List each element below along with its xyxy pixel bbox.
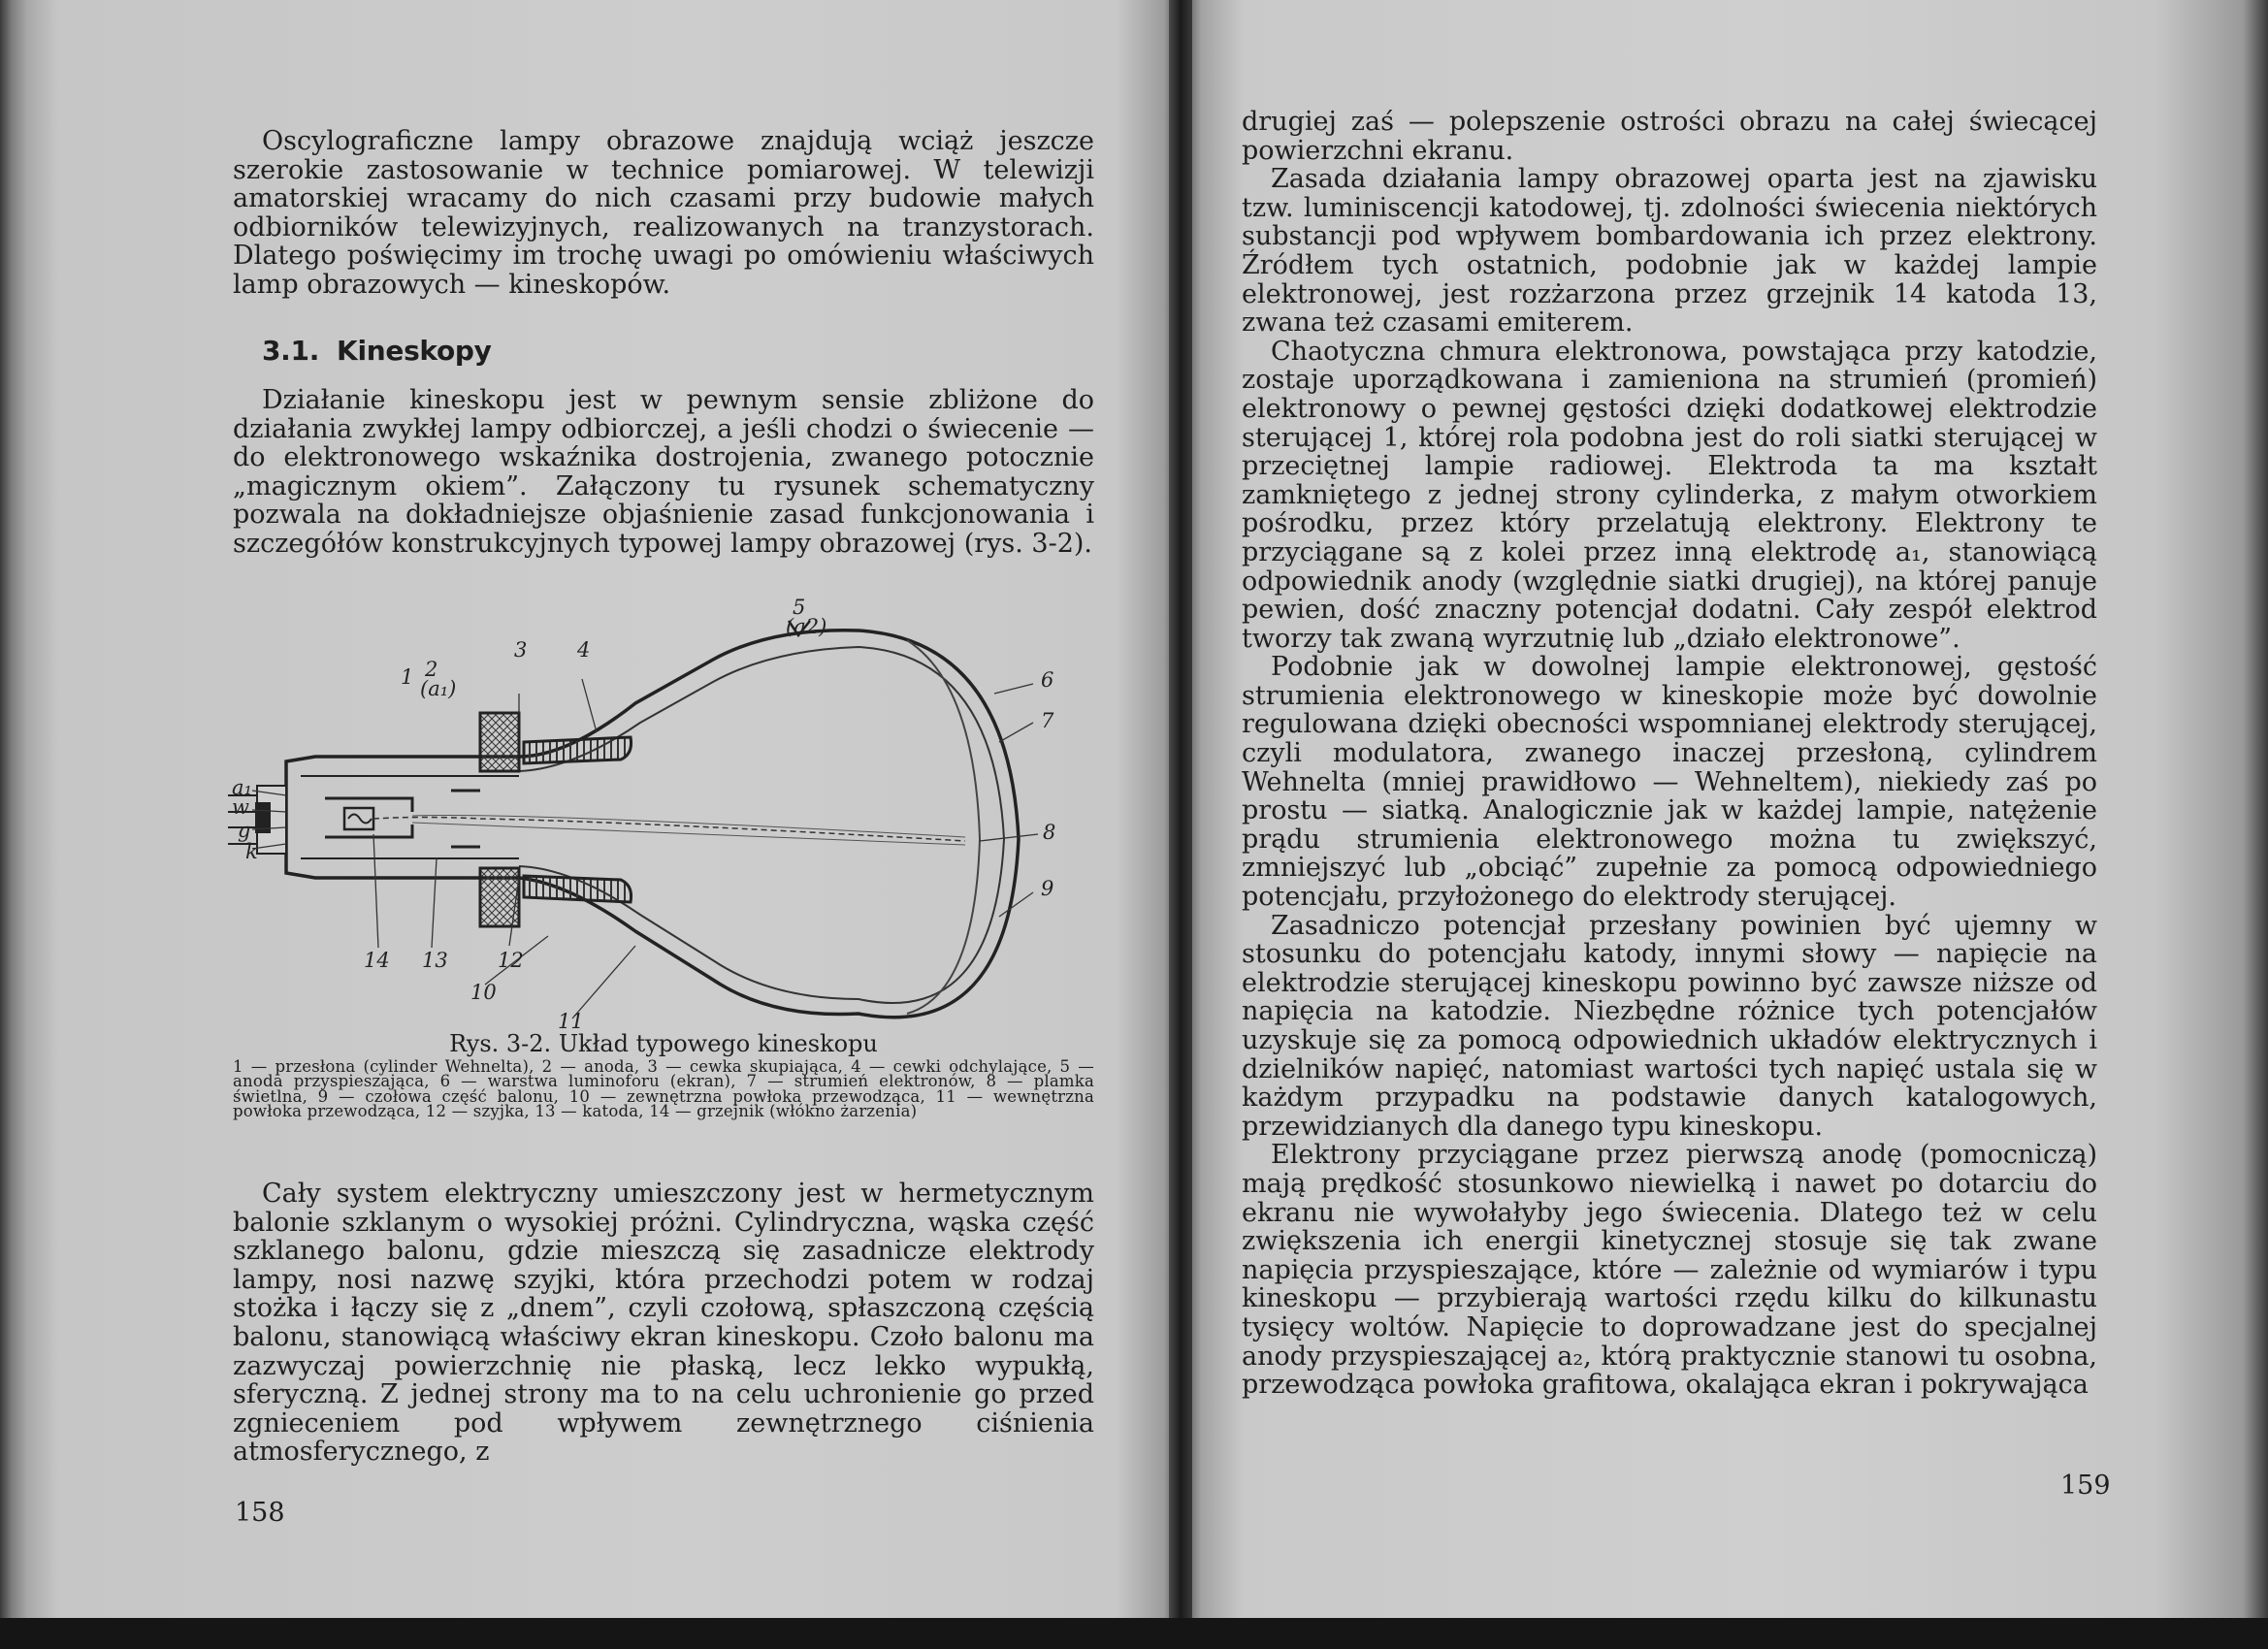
pin-label-g: g	[238, 819, 251, 842]
label-2: 2	[425, 658, 438, 681]
book-gutter	[1169, 0, 1192, 1649]
heater-filament	[348, 815, 372, 824]
label-6: 6	[1041, 668, 1054, 692]
right-paragraph-1: drugiej zaś — polepszenie ostrości obrazu na całej świecącej powierzchni ekranu.	[1242, 107, 2097, 166]
page-number-right: 159	[2060, 1471, 2111, 1501]
figure-caption-legend: 1 — przesłona (cylinder Wehnelta), 2 — anoda, 3 — cewka skupiająca, 4 — cewki odchylające, 5 — anoda przyspieszająca, 6 — warstwa luminoforu (ekran), 7 — strumień elektronów, 8 — plamka świetlna, 9 — czołowa część balonu, 10 — zewnętrzna powłoka przewodząca, 11 — wewnętrzna powłoka przewodząca, 12 — szyjka, 13 — katoda, 14 — grzejnik (włókno żarzenia)	[233, 1057, 1094, 1121]
section-text-block	[233, 386, 1094, 559]
label-1: 1	[401, 665, 414, 689]
label-5a: (a2)	[786, 615, 827, 638]
label-9: 9	[1041, 877, 1054, 900]
right-paragraph-6: Elektrony przyciągane przez pierwszą anodę (pomocniczą) mają prędkość stosunkowo niewielką i nawet po dotarciu do ekranu nie wywołałyby jego świecenia. Dlatego też w celu zwiększenia ich energii kinetycznej stosuje się tak zwane napięcia przyspieszające, które — zależnie od wymiarów i typu kineskopu — przybierają wartości rzędu kilku do kilkunastu tysięcy woltów. Napięcie to doprowadzane jest do specjalnej anody przyspieszającej a₂, którą praktycznie stanowi tu osobna, przewodząca powłoka grafitowa, okalająca ekran i pokrywająca	[1242, 1140, 2097, 1401]
label-7: 7	[1041, 709, 1054, 732]
deflection-coil-top	[524, 737, 632, 763]
figure-caption-title: Rys. 3-2. Układ typowego kineskopu	[449, 1030, 878, 1057]
pin-label-a1: a₁	[232, 776, 252, 799]
label-2a: (a₁)	[420, 677, 457, 700]
electron-beam	[373, 818, 965, 842]
page-number-left: 158	[235, 1498, 285, 1528]
right-paragraph-2: Zasada działania lampy obrazowej oparta jest na zjawisku tzw. luminiscencji katodowej, tj. zdolności świecenia niektórych substancji pod wpływem bombardowania ich przez elektrony. Źródłem tych ostatnich, podobnie jak w każdej lampie elektronowej, jest rozżarzona przez grzejnik 14 katoda 13, zwana też czasami emiterem.	[1242, 164, 2097, 339]
wehnelt-cylinder	[325, 798, 412, 837]
section-paragraph: Działanie kineskopu jest w pewnym sensie zbliżone do działania zwykłej lampy odbiorczej, a jeśli chodzi o świecenie — do elektronowego wskaźnika dostrojenia, zwanego potocznie „magicznym okiem”. Załączony tu rysunek schematyczny pozwala na dokładniejsze objaśnienie zasad funkcjonowania i szczegółów konstrukcyjnych typowej lampy obrazowej (rys. 3-2).	[233, 385, 1094, 559]
left-intro-block	[233, 127, 1094, 300]
right-paragraph-3: Chaotyczna chmura elektronowa, powstająca przy katodzie, zostaje uporządkowana i zamieniona na strumień (promień) elektronowy o pewnej gęstości dzięki dodatkowej elektrodzie sterującej 1, której rola podobna jest do roli siatki sterującej w przeciętnej lampie radiowej. Elektroda ta ma kształt zamkniętego z jednej strony cylinderka, z małym otworkiem pośrodku, przez który przelatują elektrony. Elektrony te przyciągane są z kolei przez inną elektrodę a₁, stanowiącą odpowiednik anody (względnie siatki drugiej), na której panuje pewien, dość znaczny potencjał dodatni. Cały zespół elektrod tworzy tak zwaną wyrzutnię lub „działo elektronowe”.	[1242, 336, 2097, 654]
label-14: 14	[364, 949, 390, 972]
pin-label-w: w	[232, 795, 249, 819]
label-4: 4	[577, 638, 591, 662]
pin-label-k: k	[245, 840, 258, 863]
deflection-coil-bottom	[524, 876, 632, 902]
scan-background	[0, 1618, 2268, 1649]
bottom-paragraph: Cały system elektryczny umieszczony jest w hermetycznym balonie szklanym o wysokiej próżni. Cylindryczna, wąska część szklanego balonu, gdzie mieszczą się zasadnicze elektrody lampy, nosi nazwę szyjki, która przechodzi potem w rodzaj stożka i łączy się z „dnem”, czyli czołową, spłaszczoną częścią balonu, stanowiącą właściwy ekran kineskopu. Czoło balonu ma zazwyczaj powierzchnię nie płaską, lecz lekko wypukłą, sferyczną. Z jednej strony ma to na celu uchronienie go przed zgnieceniem pod wpływem zewnętrznego ciśnienia atmosferycznego, z	[233, 1179, 1094, 1468]
label-3: 3	[514, 638, 528, 662]
section-heading	[262, 335, 509, 367]
neck-inner	[301, 776, 519, 858]
inner-coating	[519, 647, 1004, 1003]
label-11: 11	[558, 1010, 584, 1028]
intro-paragraph: Oscylograficzne lampy obrazowe znajdują wciąż jeszcze szerokie zastosowanie w technice pomiarowej. W telewizji amatorskiej wracamy do nich czasami przy budowie małych odbiorników telewizyjnych, realizowanych na tranzystorach. Dlatego poświęcimy im trochę uwagi po omówieniu właściwych lamp obrazowych — kineskopów.	[233, 126, 1094, 300]
label-5: 5	[793, 596, 806, 619]
right-paragraph-4: Podobnie jak w dowolnej lampie elektronowej, gęstość strumienia elektronowego w kineskopie może być dowolnie regulowana dzięki obecności wspomnianej elektrody sterującej, czyli modulatora, zwanego inaczej przesłoną, cylindrem Wehnelta (mniej prawidłowo — Wehneltem), niekiedy zaś po prostu — siatką. Analogicznie jak w każdej lampie, natężenie prądu strumienia elektronowego można tu zwiększyć, zmniejszyć lub „obciąć” zupełnie za pomocą odpowiedniego potencjału, przyłożonego do elektrody sterującej.	[1242, 652, 2097, 913]
label-13: 13	[422, 949, 448, 972]
right-paragraph-5: Zasadniczo potencjał przesłany powinien być ujemny w stosunku do potencjału katody, innymi słowy — napięcie na elektrodzie sterującej kineskopu powinno być zawsze niższe od napięcia na katodzie. Niezbędne różnice tych potencjałów uzyskuje się za pomocą odpowiednich układów elektrycznych i dzielników napięć, natomiast wartości tych napięć ustala się w każdym przypadku na podstawie danych katalogowych, przewidzianych dla danego typu kineskopu.	[1242, 910, 2097, 1142]
kineskop-diagram	[228, 587, 1101, 1028]
glass-envelope	[286, 630, 1019, 1018]
section-title: Kineskopy	[337, 335, 492, 367]
label-10: 10	[470, 981, 497, 1004]
label-12: 12	[498, 949, 524, 972]
focusing-coil-top	[480, 713, 519, 771]
right-text-block	[1242, 108, 2097, 1400]
label-8: 8	[1043, 821, 1056, 844]
screen-phosphor	[907, 640, 980, 1014]
left-bottom-block	[233, 1180, 1094, 1467]
section-number: 3.1.	[262, 335, 320, 367]
